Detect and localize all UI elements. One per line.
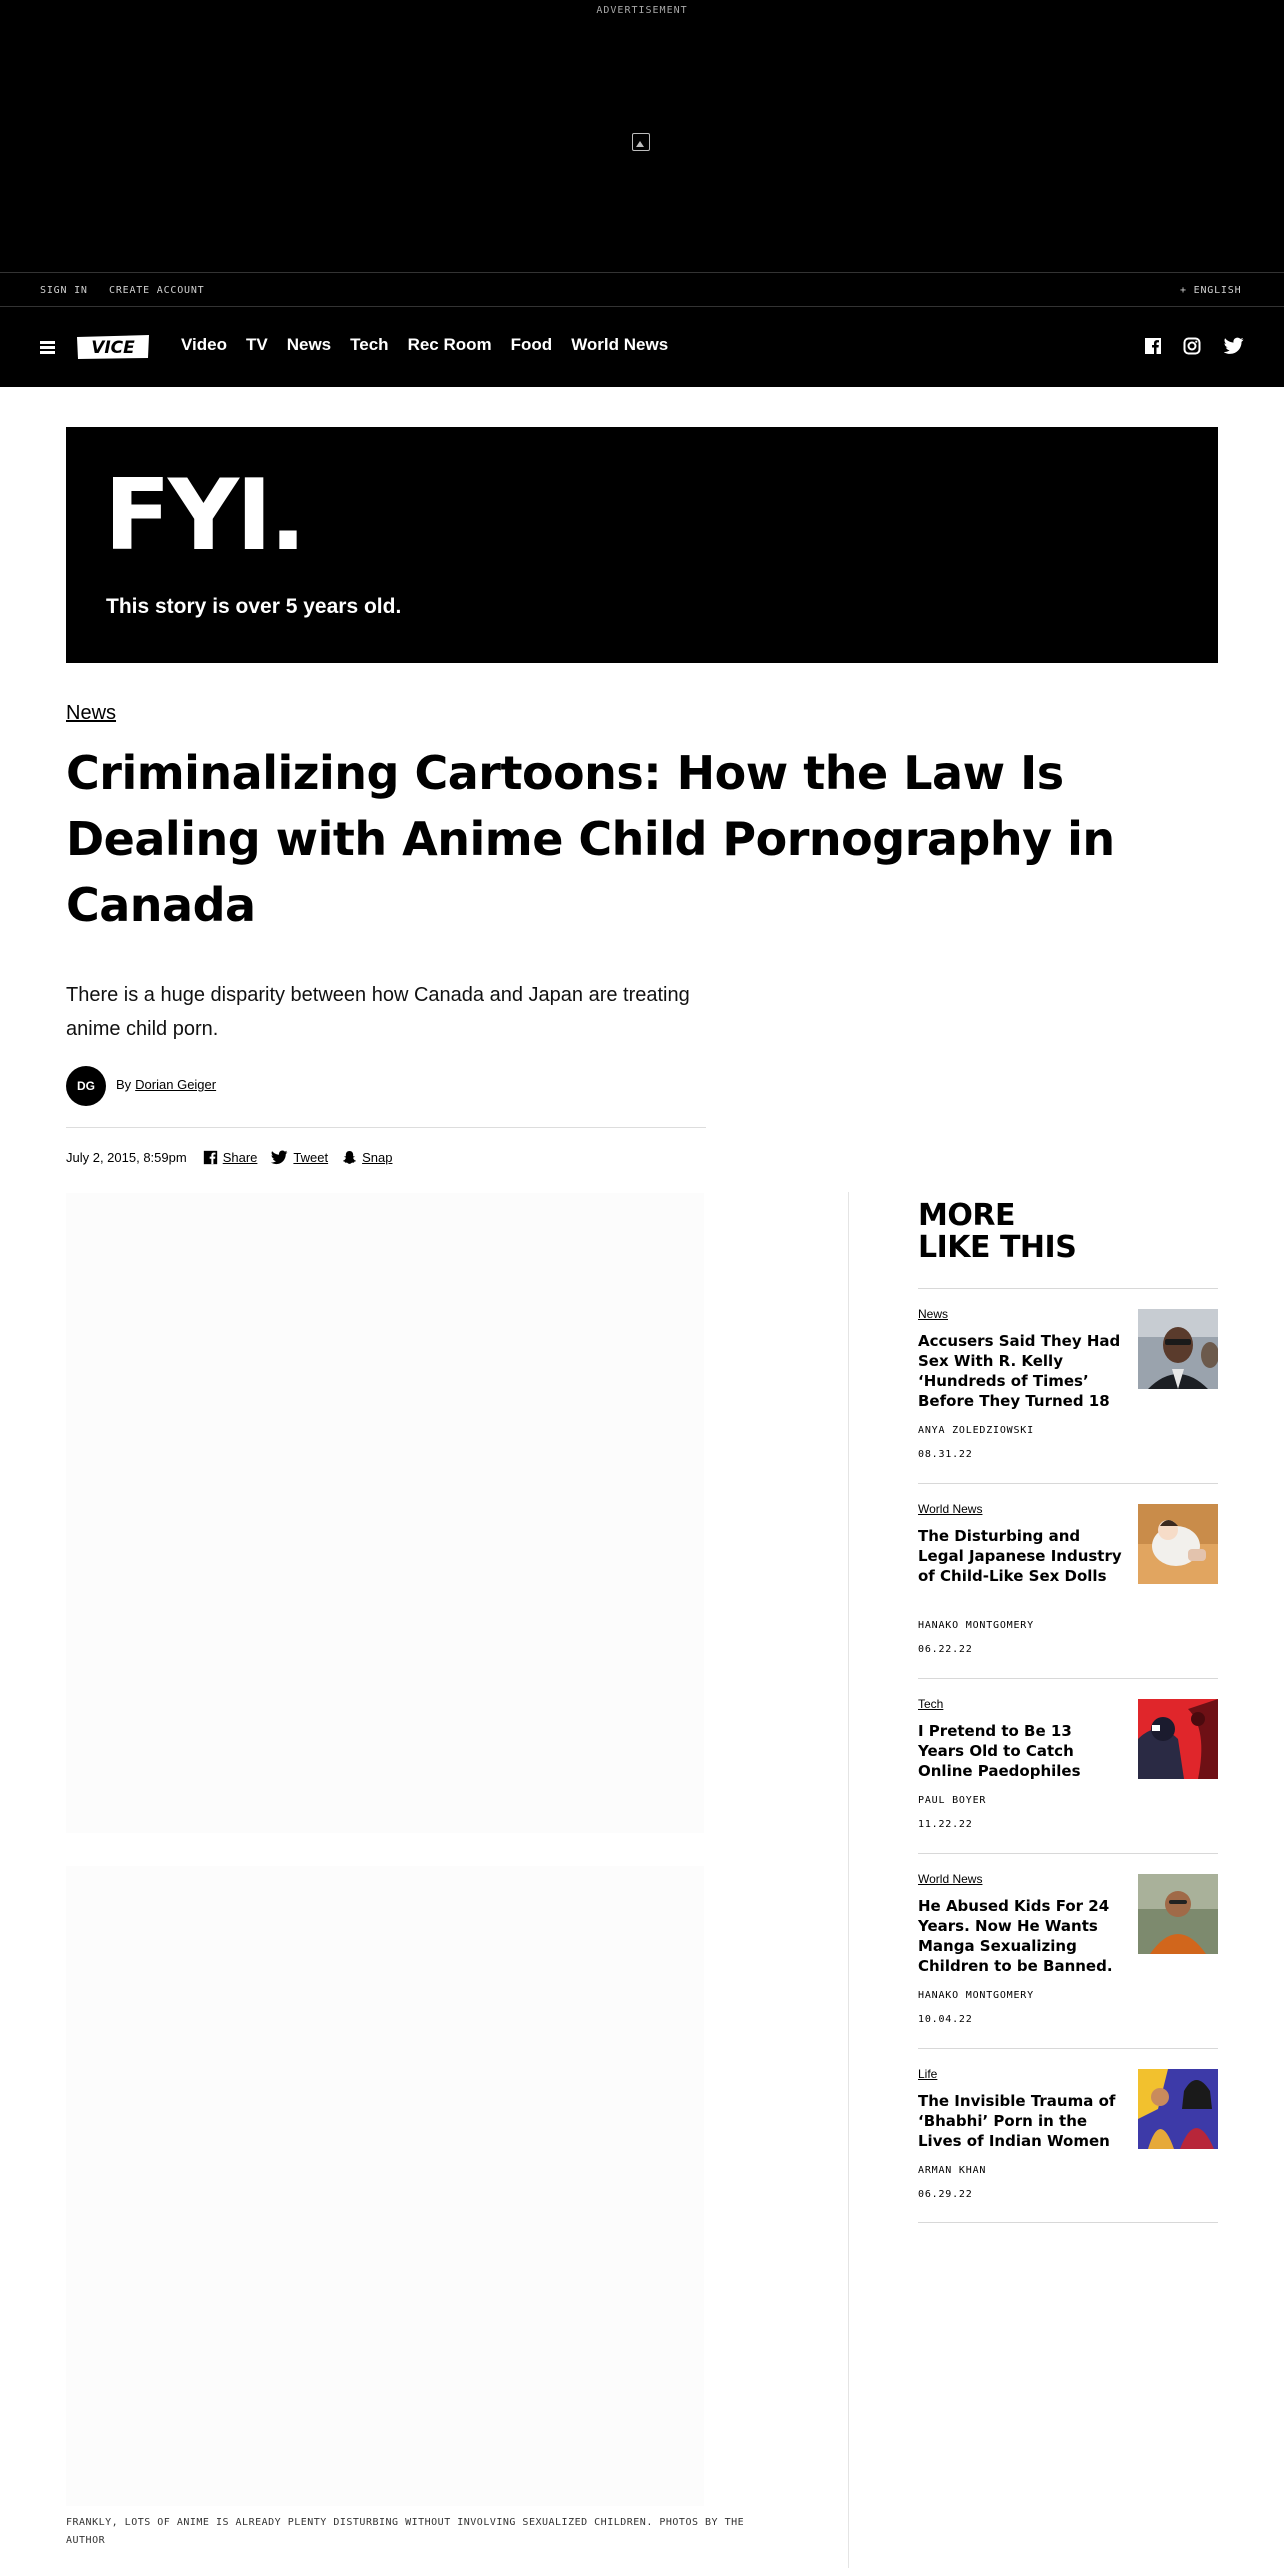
card-thumbnail[interactable] bbox=[1138, 1309, 1218, 1389]
fyi-text: This story is over 5 years old. bbox=[106, 595, 402, 618]
twitter-icon bbox=[271, 1150, 288, 1165]
logo-text: VICE bbox=[91, 338, 135, 358]
menu-icon[interactable] bbox=[40, 341, 55, 353]
author-avatar[interactable]: DG bbox=[66, 1066, 106, 1106]
ad-label: ADVERTISEMENT bbox=[596, 5, 688, 16]
share-label: Share bbox=[222, 1150, 258, 1165]
card-author: HANAKO MONTGOMERY bbox=[918, 1620, 1034, 1631]
card-thumbnail[interactable] bbox=[1138, 2069, 1218, 2149]
card-date: 10.04.22 bbox=[918, 2014, 973, 2025]
instagram-icon[interactable] bbox=[1183, 337, 1201, 355]
byline-prefix: By bbox=[116, 1077, 132, 1092]
tweet-label: Tweet bbox=[293, 1150, 329, 1165]
card-category-link[interactable]: Life bbox=[918, 2067, 938, 2081]
fyi-heading: FYI. bbox=[104, 459, 304, 573]
image-caption: FRANKLY, LOTS OF ANIME IS ALREADY PLENTY DISTURBING WITHOUT INVOLVING SEXUALIZED CHILDREN. PHOTOS BY THE AUTHOR bbox=[66, 2517, 745, 2546]
byline-divider bbox=[66, 1127, 706, 1128]
utility-bar bbox=[0, 272, 1284, 307]
related-card[interactable] bbox=[918, 1678, 1218, 1853]
byline bbox=[116, 1077, 216, 1092]
article-category-link[interactable]: News bbox=[66, 702, 117, 724]
sidebar-bottom-rule bbox=[918, 2222, 1218, 2223]
card-author: HANAKO MONTGOMERY bbox=[918, 1990, 1034, 2001]
article-headline: Criminalizing Cartoons: How the Law Is Dealing with Anime Child Pornography in Canada bbox=[66, 746, 1115, 932]
dateline bbox=[66, 1150, 392, 1165]
vice-logo[interactable] bbox=[75, 333, 151, 361]
snapchat-share-button[interactable] bbox=[342, 1150, 392, 1165]
card-author: ARMAN KHAN bbox=[918, 2165, 987, 2176]
facebook-share-button[interactable] bbox=[203, 1150, 258, 1165]
language-selector[interactable]: + ENGLISH bbox=[1180, 285, 1242, 296]
article-dek: There is a huge disparity between how Canada and Japan are treating anime child porn. bbox=[66, 984, 690, 1040]
card-category-link[interactable]: News bbox=[918, 1307, 949, 1321]
nav-link-news[interactable]: News bbox=[286, 335, 332, 354]
column-divider bbox=[848, 1192, 849, 2568]
nav-link-world-news[interactable]: World News bbox=[571, 335, 669, 354]
card-author: ANYA ZOLEDZIOWSKI bbox=[918, 1425, 1034, 1436]
card-date: 11.22.22 bbox=[918, 1819, 973, 1830]
advertisement-banner[interactable] bbox=[0, 0, 1284, 272]
card-title-link[interactable]: The Invisible Trauma of ‘Bhabhi’ Porn in the Lives of Indian Women bbox=[918, 2092, 1116, 2150]
more-like-this-title bbox=[918, 1200, 1076, 1264]
card-date: 08.31.22 bbox=[918, 1449, 973, 1460]
related-card[interactable] bbox=[918, 2048, 1218, 2222]
twitter-share-button[interactable] bbox=[271, 1150, 328, 1165]
more-title-line-1: MORE bbox=[918, 1198, 1015, 1233]
snap-label: Snap bbox=[362, 1150, 393, 1165]
card-thumbnail[interactable] bbox=[1138, 1699, 1218, 1779]
old-story-notice bbox=[66, 427, 1218, 663]
nav-link-tech[interactable]: Tech bbox=[350, 335, 389, 354]
related-card[interactable] bbox=[918, 1853, 1218, 2048]
related-card[interactable] bbox=[918, 1483, 1218, 1678]
nav-links bbox=[181, 335, 687, 355]
main-nav bbox=[0, 307, 1284, 387]
image-placeholder-icon bbox=[632, 133, 650, 151]
related-card[interactable] bbox=[918, 1288, 1218, 1483]
create-account-link[interactable]: CREATE ACCOUNT bbox=[109, 285, 205, 296]
card-date: 06.29.22 bbox=[918, 2189, 973, 2200]
article-image-1 bbox=[66, 1193, 704, 1833]
card-title-link[interactable]: He Abused Kids For 24 Years. Now He Wants Manga Sexualizing Children to be Banned. bbox=[918, 1897, 1113, 1975]
card-thumbnail[interactable] bbox=[1138, 1504, 1218, 1584]
card-date: 06.22.22 bbox=[918, 1644, 973, 1655]
facebook-icon[interactable] bbox=[1144, 337, 1162, 355]
author-link[interactable]: Dorian Geiger bbox=[135, 1077, 217, 1092]
card-title-link[interactable]: Accusers Said They Had Sex With R. Kelly ‘Hundreds of Times’ Before They Turned 18 bbox=[918, 1332, 1121, 1410]
card-category-link[interactable]: Tech bbox=[918, 1697, 944, 1711]
card-title-link[interactable]: I Pretend to Be 13 Years Old to Catch Online Paedophiles bbox=[918, 1722, 1081, 1780]
card-author: PAUL BOYER bbox=[918, 1795, 987, 1806]
twitter-icon[interactable] bbox=[1224, 337, 1244, 355]
sign-in-link[interactable]: SIGN IN bbox=[40, 285, 88, 296]
card-title-link[interactable]: The Disturbing and Legal Japanese Industry of Child-Like Sex Dolls bbox=[918, 1527, 1122, 1585]
nav-link-video[interactable]: Video bbox=[181, 335, 227, 354]
card-thumbnail[interactable] bbox=[1138, 1874, 1218, 1954]
nav-link-food[interactable]: Food bbox=[510, 335, 553, 354]
nav-link-tv[interactable]: TV bbox=[245, 335, 268, 354]
nav-link-rec-room[interactable]: Rec Room bbox=[407, 335, 492, 354]
snapchat-icon bbox=[342, 1150, 357, 1165]
card-category-link[interactable]: World News bbox=[918, 1502, 983, 1516]
facebook-icon bbox=[203, 1150, 218, 1165]
publish-date: July 2, 2015, 8:59pm bbox=[66, 1150, 187, 1165]
more-title-line-2: LIKE THIS bbox=[918, 1230, 1077, 1265]
article-image-2 bbox=[66, 1866, 704, 2506]
card-category-link[interactable]: World News bbox=[918, 1872, 983, 1886]
